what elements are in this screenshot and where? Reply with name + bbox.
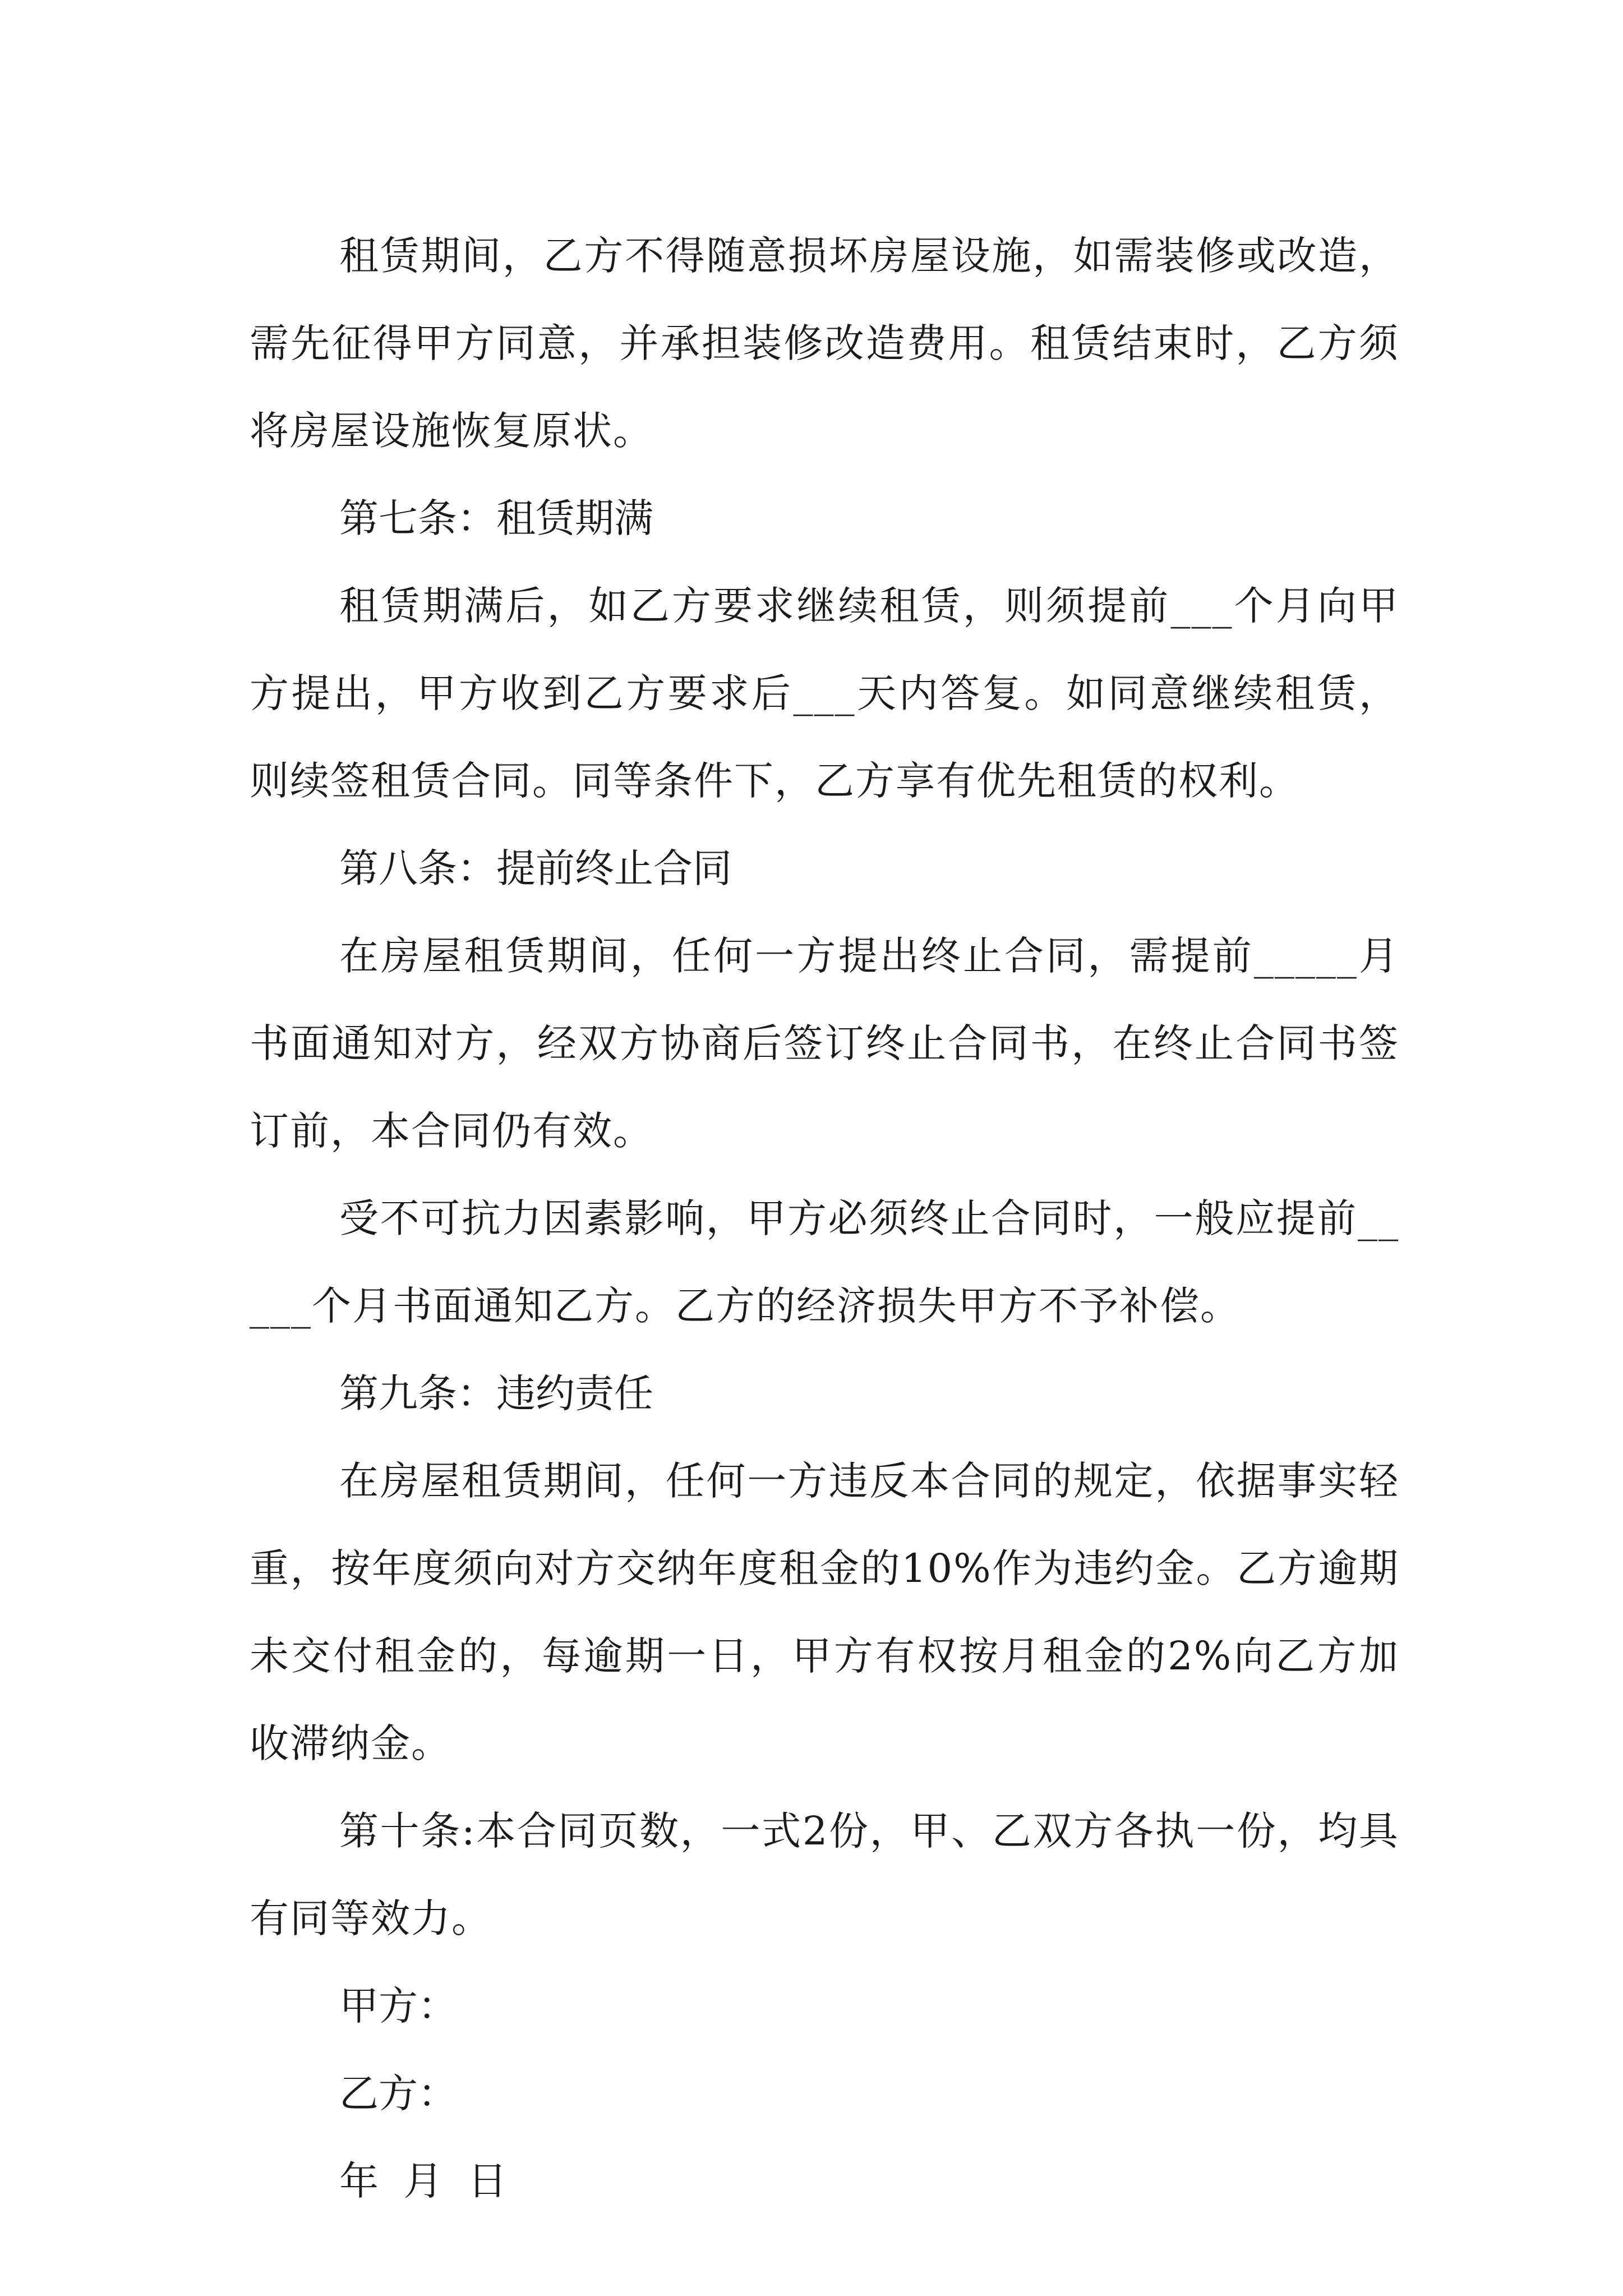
party-b-signature-line: 乙方： xyxy=(339,2070,457,2116)
date-line: 年 月 日 xyxy=(339,2158,508,2204)
article-8-heading: 第八条：提前终止合同 xyxy=(339,845,732,891)
paragraph-breach-liability: 在房屋租赁期间，任何一方违反本合同的规定，依据事实轻重，按年度须向对方交纳年度租金的10%作为违约金。乙方逾期未交付租金的，每逾期一日，甲方有权按月租金的2%向乙方加收滞纳金。 xyxy=(250,1458,1399,1766)
paragraph-lease-expiry: 租赁期满后，如乙方要求继续租赁，则须提前___个月向甲方提出，甲方收到乙方要求后___天内答复。如同意继续租赁，则续签租赁合同。同等条件下，乙方享有优先租赁的权利。 xyxy=(250,583,1399,804)
document-body xyxy=(250,212,1399,2225)
article-7-heading: 第七条：租赁期满 xyxy=(339,495,653,541)
paragraph-renovation: 租赁期间，乙方不得随意损坏房屋设施，如需装修或改造，需先征得甲方同意，并承担装修改造费用。租赁结束时，乙方须将房屋设施恢复原状。 xyxy=(250,233,1399,454)
paragraph-early-termination: 在房屋租赁期间，任何一方提出终止合同，需提前_____月书面通知对方，经双方协商后签订终止合同书，在终止合同书签订前，本合同仍有效。 xyxy=(250,933,1399,1154)
article-9-heading: 第九条：违约责任 xyxy=(339,1370,653,1416)
paragraph-force-majeure: 受不可抗力因素影响，甲方必须终止合同时，一般应提前_____个月书面通知乙方。乙方的经济损失甲方不予补偿。 xyxy=(250,1195,1399,1329)
paragraph-article-10: 第十条:本合同页数，一式2份，甲、乙双方各执一份，均具有同等效力。 xyxy=(250,1808,1399,1941)
party-a-signature-line: 甲方： xyxy=(339,1983,457,2029)
